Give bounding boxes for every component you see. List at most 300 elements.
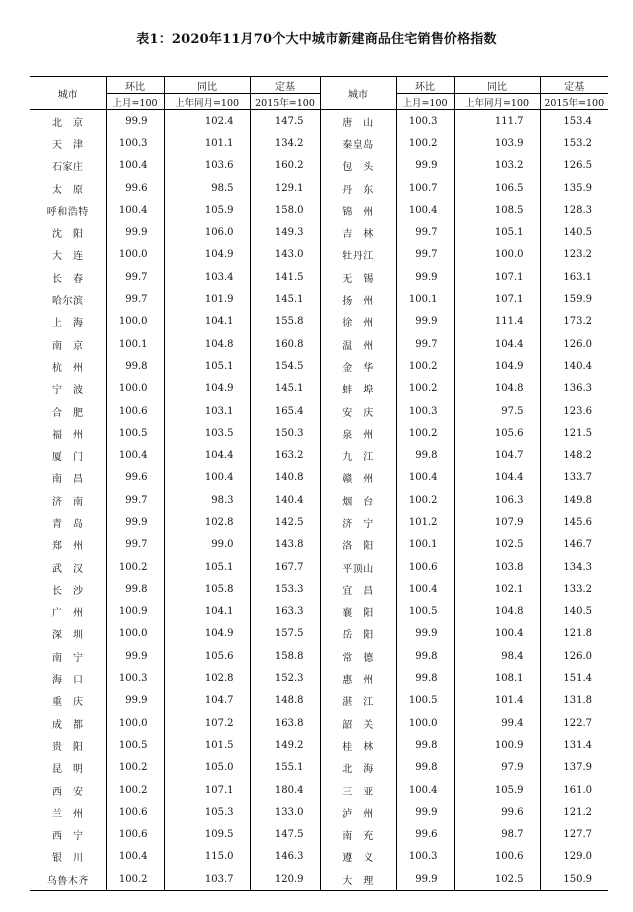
mom-value-left: 100.2 xyxy=(106,779,164,801)
table-row xyxy=(30,110,608,133)
fixed-value-right: 126.0 xyxy=(540,645,608,667)
city-name-right: 洛 阳 xyxy=(320,534,396,556)
yoy-value-right: 104.8 xyxy=(454,378,540,400)
mom-value-left: 99.7 xyxy=(106,489,164,511)
mom-value-right: 99.7 xyxy=(396,221,454,243)
yoy-value-left: 107.1 xyxy=(164,779,250,801)
yoy-value-left: 98.5 xyxy=(164,177,250,199)
table-row xyxy=(30,355,608,377)
city-name-right: 南 充 xyxy=(320,824,396,846)
fixed-value-left: 158.0 xyxy=(250,199,320,221)
city-name-left: 贵 阳 xyxy=(30,734,106,756)
city-name-right: 九 江 xyxy=(320,444,396,466)
fixed-value-right: 151.4 xyxy=(540,667,608,689)
city-name-right: 徐 州 xyxy=(320,311,396,333)
city-name-left: 深 圳 xyxy=(30,623,106,645)
yoy-value-right: 105.9 xyxy=(454,779,540,801)
city-name-left: 天 津 xyxy=(30,132,106,154)
city-name-left: 南 宁 xyxy=(30,645,106,667)
fixed-value-right: 135.9 xyxy=(540,177,608,199)
fixed-value-right: 121.8 xyxy=(540,623,608,645)
city-name-left: 乌鲁木齐 xyxy=(30,868,106,891)
mom-value-left: 99.9 xyxy=(106,645,164,667)
table-row xyxy=(30,712,608,734)
mom-value-right: 100.4 xyxy=(396,467,454,489)
mom-value-left: 100.6 xyxy=(106,824,164,846)
fixed-value-left: 160.8 xyxy=(250,333,320,355)
city-name-right: 包 头 xyxy=(320,155,396,177)
fixed-value-right: 133.2 xyxy=(540,578,608,600)
yoy-value-right: 102.5 xyxy=(454,534,540,556)
mom-value-left: 99.6 xyxy=(106,467,164,489)
yoy-value-left: 105.3 xyxy=(164,801,250,823)
fixed-value-left: 147.5 xyxy=(250,824,320,846)
mom-value-right: 100.5 xyxy=(396,601,454,623)
mom-value-left: 100.0 xyxy=(106,378,164,400)
table-row xyxy=(30,801,608,823)
city-name-left: 上 海 xyxy=(30,311,106,333)
city-name-right: 岳 阳 xyxy=(320,623,396,645)
fixed-value-right: 126.5 xyxy=(540,155,608,177)
mom-value-right: 100.4 xyxy=(396,779,454,801)
yoy-value-right: 105.6 xyxy=(454,422,540,444)
city-name-right: 锦 州 xyxy=(320,199,396,221)
mom-value-right: 99.8 xyxy=(396,734,454,756)
yoy-value-left: 104.8 xyxy=(164,333,250,355)
city-name-right: 唐 山 xyxy=(320,110,396,133)
city-name-right: 丹 东 xyxy=(320,177,396,199)
mom-value-left: 99.8 xyxy=(106,578,164,600)
yoy-value-left: 105.1 xyxy=(164,556,250,578)
yoy-value-left: 105.6 xyxy=(164,645,250,667)
city-name-right: 赣 州 xyxy=(320,467,396,489)
city-name-left: 合 肥 xyxy=(30,400,106,422)
city-name-right: 济 宁 xyxy=(320,511,396,533)
mom-value-left: 100.9 xyxy=(106,601,164,623)
table-row xyxy=(30,444,608,466)
city-name-right: 北 海 xyxy=(320,757,396,779)
mom-value-right: 99.9 xyxy=(396,311,454,333)
yoy-value-left: 102.8 xyxy=(164,511,250,533)
table-row xyxy=(30,601,608,623)
yoy-value-left: 103.5 xyxy=(164,422,250,444)
table-row xyxy=(30,511,608,533)
mom-value-right: 100.3 xyxy=(396,110,454,133)
mom-value-left: 100.2 xyxy=(106,556,164,578)
city-name-left: 广 州 xyxy=(30,601,106,623)
yoy-value-left: 104.9 xyxy=(164,623,250,645)
mom-value-left: 100.6 xyxy=(106,400,164,422)
fixed-value-right: 173.2 xyxy=(540,311,608,333)
yoy-value-left: 105.1 xyxy=(164,355,250,377)
city-name-right: 蚌 埠 xyxy=(320,378,396,400)
yoy-value-right: 97.9 xyxy=(454,757,540,779)
table-row xyxy=(30,757,608,779)
fixed-value-right: 129.0 xyxy=(540,846,608,868)
mom-value-right: 99.9 xyxy=(396,801,454,823)
mom-value-left: 100.0 xyxy=(106,311,164,333)
fixed-value-left: 157.5 xyxy=(250,623,320,645)
city-name-left: 呼和浩特 xyxy=(30,199,106,221)
city-name-left: 哈尔滨 xyxy=(30,288,106,310)
fixed-value-left: 149.3 xyxy=(250,221,320,243)
fixed-value-left: 152.3 xyxy=(250,667,320,689)
fixed-value-left: 160.2 xyxy=(250,155,320,177)
city-name-left: 济 南 xyxy=(30,489,106,511)
yoy-value-left: 115.0 xyxy=(164,846,250,868)
fixed-value-right: 140.5 xyxy=(540,601,608,623)
city-name-right: 吉 林 xyxy=(320,221,396,243)
yoy-value-right: 108.5 xyxy=(454,199,540,221)
fixed-value-left: 129.1 xyxy=(250,177,320,199)
mom-value-right: 100.2 xyxy=(396,355,454,377)
yoy-value-left: 104.9 xyxy=(164,378,250,400)
city-name-right: 韶 关 xyxy=(320,712,396,734)
fixed-value-right: 153.4 xyxy=(540,110,608,133)
yoy-value-right: 104.4 xyxy=(454,333,540,355)
yoy-value-left: 101.1 xyxy=(164,132,250,154)
yoy-value-left: 104.1 xyxy=(164,311,250,333)
yoy-value-right: 100.9 xyxy=(454,734,540,756)
mom-value-left: 100.0 xyxy=(106,244,164,266)
fixed-value-left: 158.8 xyxy=(250,645,320,667)
city-name-left: 西 安 xyxy=(30,779,106,801)
city-name-left: 西 宁 xyxy=(30,824,106,846)
fixed-value-right: 148.2 xyxy=(540,444,608,466)
yoy-value-right: 102.1 xyxy=(454,578,540,600)
table-row xyxy=(30,422,608,444)
city-name-right: 遵 义 xyxy=(320,846,396,868)
city-name-left: 厦 门 xyxy=(30,444,106,466)
fixed-value-right: 161.0 xyxy=(540,779,608,801)
fixed-value-right: 146.7 xyxy=(540,534,608,556)
table-row xyxy=(30,623,608,645)
city-header-left: 城市 xyxy=(30,77,106,110)
yoy-value-right: 100.4 xyxy=(454,623,540,645)
table-row xyxy=(30,824,608,846)
mom-value-left: 99.7 xyxy=(106,534,164,556)
yoy-value-right: 99.4 xyxy=(454,712,540,734)
fixed-value-left: 163.2 xyxy=(250,444,320,466)
city-name-left: 杭 州 xyxy=(30,355,106,377)
city-name-left: 兰 州 xyxy=(30,801,106,823)
fixed-header-left: 定基 xyxy=(250,77,320,94)
fixed-value-left: 147.5 xyxy=(250,110,320,133)
mom-value-left: 100.0 xyxy=(106,712,164,734)
yoy-value-right: 102.5 xyxy=(454,868,540,891)
city-name-right: 牡丹江 xyxy=(320,244,396,266)
table-title: 表1：2020年11月70个大中城市新建商品住宅销售价格指数 xyxy=(136,32,497,47)
table-row xyxy=(30,734,608,756)
city-name-right: 平顶山 xyxy=(320,556,396,578)
fixed-value-right: 149.8 xyxy=(540,489,608,511)
yoy-value-left: 103.1 xyxy=(164,400,250,422)
yoy-value-left: 103.7 xyxy=(164,868,250,891)
yoy-value-right: 105.1 xyxy=(454,221,540,243)
fixed-base-left: 2015年=100 xyxy=(250,94,320,110)
table-row xyxy=(30,467,608,489)
mom-value-left: 99.9 xyxy=(106,221,164,243)
mom-value-left: 100.4 xyxy=(106,199,164,221)
yoy-value-right: 98.4 xyxy=(454,645,540,667)
fixed-value-left: 142.5 xyxy=(250,511,320,533)
table-row xyxy=(30,578,608,600)
mom-value-left: 100.5 xyxy=(106,422,164,444)
yoy-value-left: 101.9 xyxy=(164,288,250,310)
yoy-base-left: 上年同月=100 xyxy=(164,94,250,110)
mom-value-left: 100.4 xyxy=(106,155,164,177)
yoy-value-left: 104.9 xyxy=(164,244,250,266)
mom-value-right: 99.9 xyxy=(396,266,454,288)
table-row xyxy=(30,556,608,578)
mom-value-right: 100.0 xyxy=(396,712,454,734)
city-name-right: 泉 州 xyxy=(320,422,396,444)
city-name-right: 安 庆 xyxy=(320,400,396,422)
mom-value-left: 99.7 xyxy=(106,266,164,288)
fixed-value-left: 150.3 xyxy=(250,422,320,444)
mom-value-left: 100.4 xyxy=(106,444,164,466)
city-header-right: 城市 xyxy=(320,77,396,110)
fixed-value-left: 134.2 xyxy=(250,132,320,154)
mom-value-right: 100.1 xyxy=(396,534,454,556)
mom-value-right: 99.9 xyxy=(396,155,454,177)
table-row xyxy=(30,489,608,511)
yoy-value-right: 103.8 xyxy=(454,556,540,578)
mom-value-right: 100.3 xyxy=(396,400,454,422)
mom-value-right: 99.8 xyxy=(396,645,454,667)
fixed-value-left: 140.8 xyxy=(250,467,320,489)
city-name-right: 宜 昌 xyxy=(320,578,396,600)
yoy-value-left: 106.0 xyxy=(164,221,250,243)
fixed-value-left: 143.0 xyxy=(250,244,320,266)
city-name-left: 石家庄 xyxy=(30,155,106,177)
yoy-value-right: 111.7 xyxy=(454,110,540,133)
yoy-value-left: 101.5 xyxy=(164,734,250,756)
table-row xyxy=(30,155,608,177)
fixed-value-left: 167.7 xyxy=(250,556,320,578)
yoy-value-left: 99.0 xyxy=(164,534,250,556)
city-name-left: 沈 阳 xyxy=(30,221,106,243)
fixed-value-right: 133.7 xyxy=(540,467,608,489)
yoy-value-left: 105.8 xyxy=(164,578,250,600)
yoy-value-right: 106.5 xyxy=(454,177,540,199)
mom-value-right: 100.2 xyxy=(396,132,454,154)
fixed-value-right: 131.4 xyxy=(540,734,608,756)
city-name-right: 桂 林 xyxy=(320,734,396,756)
fixed-value-left: 165.4 xyxy=(250,400,320,422)
city-name-left: 海 口 xyxy=(30,667,106,689)
mom-value-right: 99.7 xyxy=(396,244,454,266)
yoy-value-right: 104.4 xyxy=(454,467,540,489)
mom-header-left: 环比 xyxy=(106,77,164,94)
yoy-value-right: 108.1 xyxy=(454,667,540,689)
city-name-right: 秦皇岛 xyxy=(320,132,396,154)
city-name-left: 长 沙 xyxy=(30,578,106,600)
fixed-value-right: 121.5 xyxy=(540,422,608,444)
city-name-right: 烟 台 xyxy=(320,489,396,511)
yoy-value-right: 104.9 xyxy=(454,355,540,377)
mom-value-right: 99.7 xyxy=(396,333,454,355)
city-name-right: 惠 州 xyxy=(320,667,396,689)
fixed-value-right: 163.1 xyxy=(540,266,608,288)
city-name-left: 青 岛 xyxy=(30,511,106,533)
city-name-left: 武 汉 xyxy=(30,556,106,578)
fixed-value-left: 148.8 xyxy=(250,690,320,712)
yoy-value-left: 102.8 xyxy=(164,667,250,689)
fixed-value-right: 150.9 xyxy=(540,868,608,891)
mom-value-left: 99.7 xyxy=(106,288,164,310)
yoy-value-right: 100.0 xyxy=(454,244,540,266)
mom-value-right: 99.9 xyxy=(396,623,454,645)
fixed-value-left: 149.2 xyxy=(250,734,320,756)
yoy-value-right: 111.4 xyxy=(454,311,540,333)
city-name-left: 重 庆 xyxy=(30,690,106,712)
yoy-header-left: 同比 xyxy=(164,77,250,94)
table-row xyxy=(30,690,608,712)
fixed-value-right: 145.6 xyxy=(540,511,608,533)
city-name-right: 襄 阳 xyxy=(320,601,396,623)
mom-value-right: 100.2 xyxy=(396,489,454,511)
table-row xyxy=(30,667,608,689)
yoy-value-left: 104.1 xyxy=(164,601,250,623)
city-name-left: 成 都 xyxy=(30,712,106,734)
city-name-right: 湛 江 xyxy=(320,690,396,712)
mom-value-right: 99.8 xyxy=(396,444,454,466)
fixed-value-left: 145.1 xyxy=(250,378,320,400)
yoy-value-right: 100.6 xyxy=(454,846,540,868)
fixed-value-right: 153.2 xyxy=(540,132,608,154)
yoy-value-right: 107.9 xyxy=(454,511,540,533)
table-row xyxy=(30,868,608,891)
yoy-value-right: 104.7 xyxy=(454,444,540,466)
mom-value-right: 101.2 xyxy=(396,511,454,533)
city-name-right: 泸 州 xyxy=(320,801,396,823)
mom-value-left: 100.3 xyxy=(106,132,164,154)
mom-value-left: 99.9 xyxy=(106,690,164,712)
city-name-right: 无 锡 xyxy=(320,266,396,288)
yoy-value-left: 109.5 xyxy=(164,824,250,846)
mom-value-left: 99.8 xyxy=(106,355,164,377)
table-row xyxy=(30,288,608,310)
yoy-value-right: 98.7 xyxy=(454,824,540,846)
city-name-left: 北 京 xyxy=(30,110,106,133)
city-name-right: 温 州 xyxy=(320,333,396,355)
yoy-value-right: 103.9 xyxy=(454,132,540,154)
city-name-right: 大 理 xyxy=(320,868,396,891)
fixed-value-left: 143.8 xyxy=(250,534,320,556)
mom-header-right: 环比 xyxy=(396,77,454,94)
mom-value-left: 100.3 xyxy=(106,667,164,689)
mom-value-right: 100.3 xyxy=(396,846,454,868)
fixed-value-right: 134.3 xyxy=(540,556,608,578)
fixed-value-left: 153.3 xyxy=(250,578,320,600)
city-name-left: 南 昌 xyxy=(30,467,106,489)
yoy-value-right: 99.6 xyxy=(454,801,540,823)
fixed-value-right: 159.9 xyxy=(540,288,608,310)
table-row xyxy=(30,266,608,288)
mom-value-left: 99.9 xyxy=(106,110,164,133)
mom-value-right: 99.9 xyxy=(396,868,454,891)
mom-value-right: 100.2 xyxy=(396,422,454,444)
fixed-value-left: 180.4 xyxy=(250,779,320,801)
city-name-right: 金 华 xyxy=(320,355,396,377)
yoy-value-right: 107.1 xyxy=(454,266,540,288)
city-name-left: 太 原 xyxy=(30,177,106,199)
yoy-value-right: 103.2 xyxy=(454,155,540,177)
table-row xyxy=(30,311,608,333)
mom-base-right: 上月=100 xyxy=(396,94,454,110)
mom-value-left: 100.5 xyxy=(106,734,164,756)
fixed-value-right: 123.2 xyxy=(540,244,608,266)
yoy-value-right: 107.1 xyxy=(454,288,540,310)
fixed-value-right: 140.5 xyxy=(540,221,608,243)
yoy-value-left: 107.2 xyxy=(164,712,250,734)
table-row xyxy=(30,779,608,801)
mom-value-right: 99.6 xyxy=(396,824,454,846)
yoy-value-left: 100.4 xyxy=(164,467,250,489)
fixed-value-left: 155.1 xyxy=(250,757,320,779)
fixed-value-left: 146.3 xyxy=(250,846,320,868)
fixed-value-right: 126.0 xyxy=(540,333,608,355)
table-row xyxy=(30,177,608,199)
yoy-value-right: 101.4 xyxy=(454,690,540,712)
city-name-left: 福 州 xyxy=(30,422,106,444)
mom-value-right: 100.5 xyxy=(396,690,454,712)
table-row xyxy=(30,846,608,868)
city-name-left: 长 春 xyxy=(30,266,106,288)
city-name-left: 昆 明 xyxy=(30,757,106,779)
fixed-value-left: 141.5 xyxy=(250,266,320,288)
mom-value-left: 100.6 xyxy=(106,801,164,823)
city-name-right: 扬 州 xyxy=(320,288,396,310)
yoy-value-left: 102.4 xyxy=(164,110,250,133)
table-row xyxy=(30,333,608,355)
mom-value-right: 100.2 xyxy=(396,378,454,400)
yoy-value-left: 98.3 xyxy=(164,489,250,511)
yoy-value-left: 104.7 xyxy=(164,690,250,712)
table-row xyxy=(30,132,608,154)
table-row xyxy=(30,221,608,243)
table-body xyxy=(30,110,608,891)
fixed-value-left: 155.8 xyxy=(250,311,320,333)
fixed-value-left: 163.3 xyxy=(250,601,320,623)
yoy-base-right: 上年同月=100 xyxy=(454,94,540,110)
city-name-right: 三 亚 xyxy=(320,779,396,801)
yoy-value-left: 105.0 xyxy=(164,757,250,779)
table-row xyxy=(30,400,608,422)
yoy-value-left: 103.4 xyxy=(164,266,250,288)
fixed-value-right: 131.8 xyxy=(540,690,608,712)
fixed-value-left: 133.0 xyxy=(250,801,320,823)
yoy-value-right: 106.3 xyxy=(454,489,540,511)
mom-value-right: 100.4 xyxy=(396,578,454,600)
mom-value-right: 100.7 xyxy=(396,177,454,199)
city-name-left: 银 川 xyxy=(30,846,106,868)
city-name-left: 南 京 xyxy=(30,333,106,355)
table-row xyxy=(30,378,608,400)
yoy-value-right: 97.5 xyxy=(454,400,540,422)
price-index-table xyxy=(30,76,608,891)
fixed-value-right: 136.3 xyxy=(540,378,608,400)
fixed-value-right: 128.3 xyxy=(540,199,608,221)
mom-value-right: 99.8 xyxy=(396,757,454,779)
mom-value-left: 100.0 xyxy=(106,623,164,645)
table-row xyxy=(30,534,608,556)
mom-value-left: 100.2 xyxy=(106,757,164,779)
yoy-value-left: 104.4 xyxy=(164,444,250,466)
fixed-value-right: 121.2 xyxy=(540,801,608,823)
mom-value-right: 100.4 xyxy=(396,199,454,221)
